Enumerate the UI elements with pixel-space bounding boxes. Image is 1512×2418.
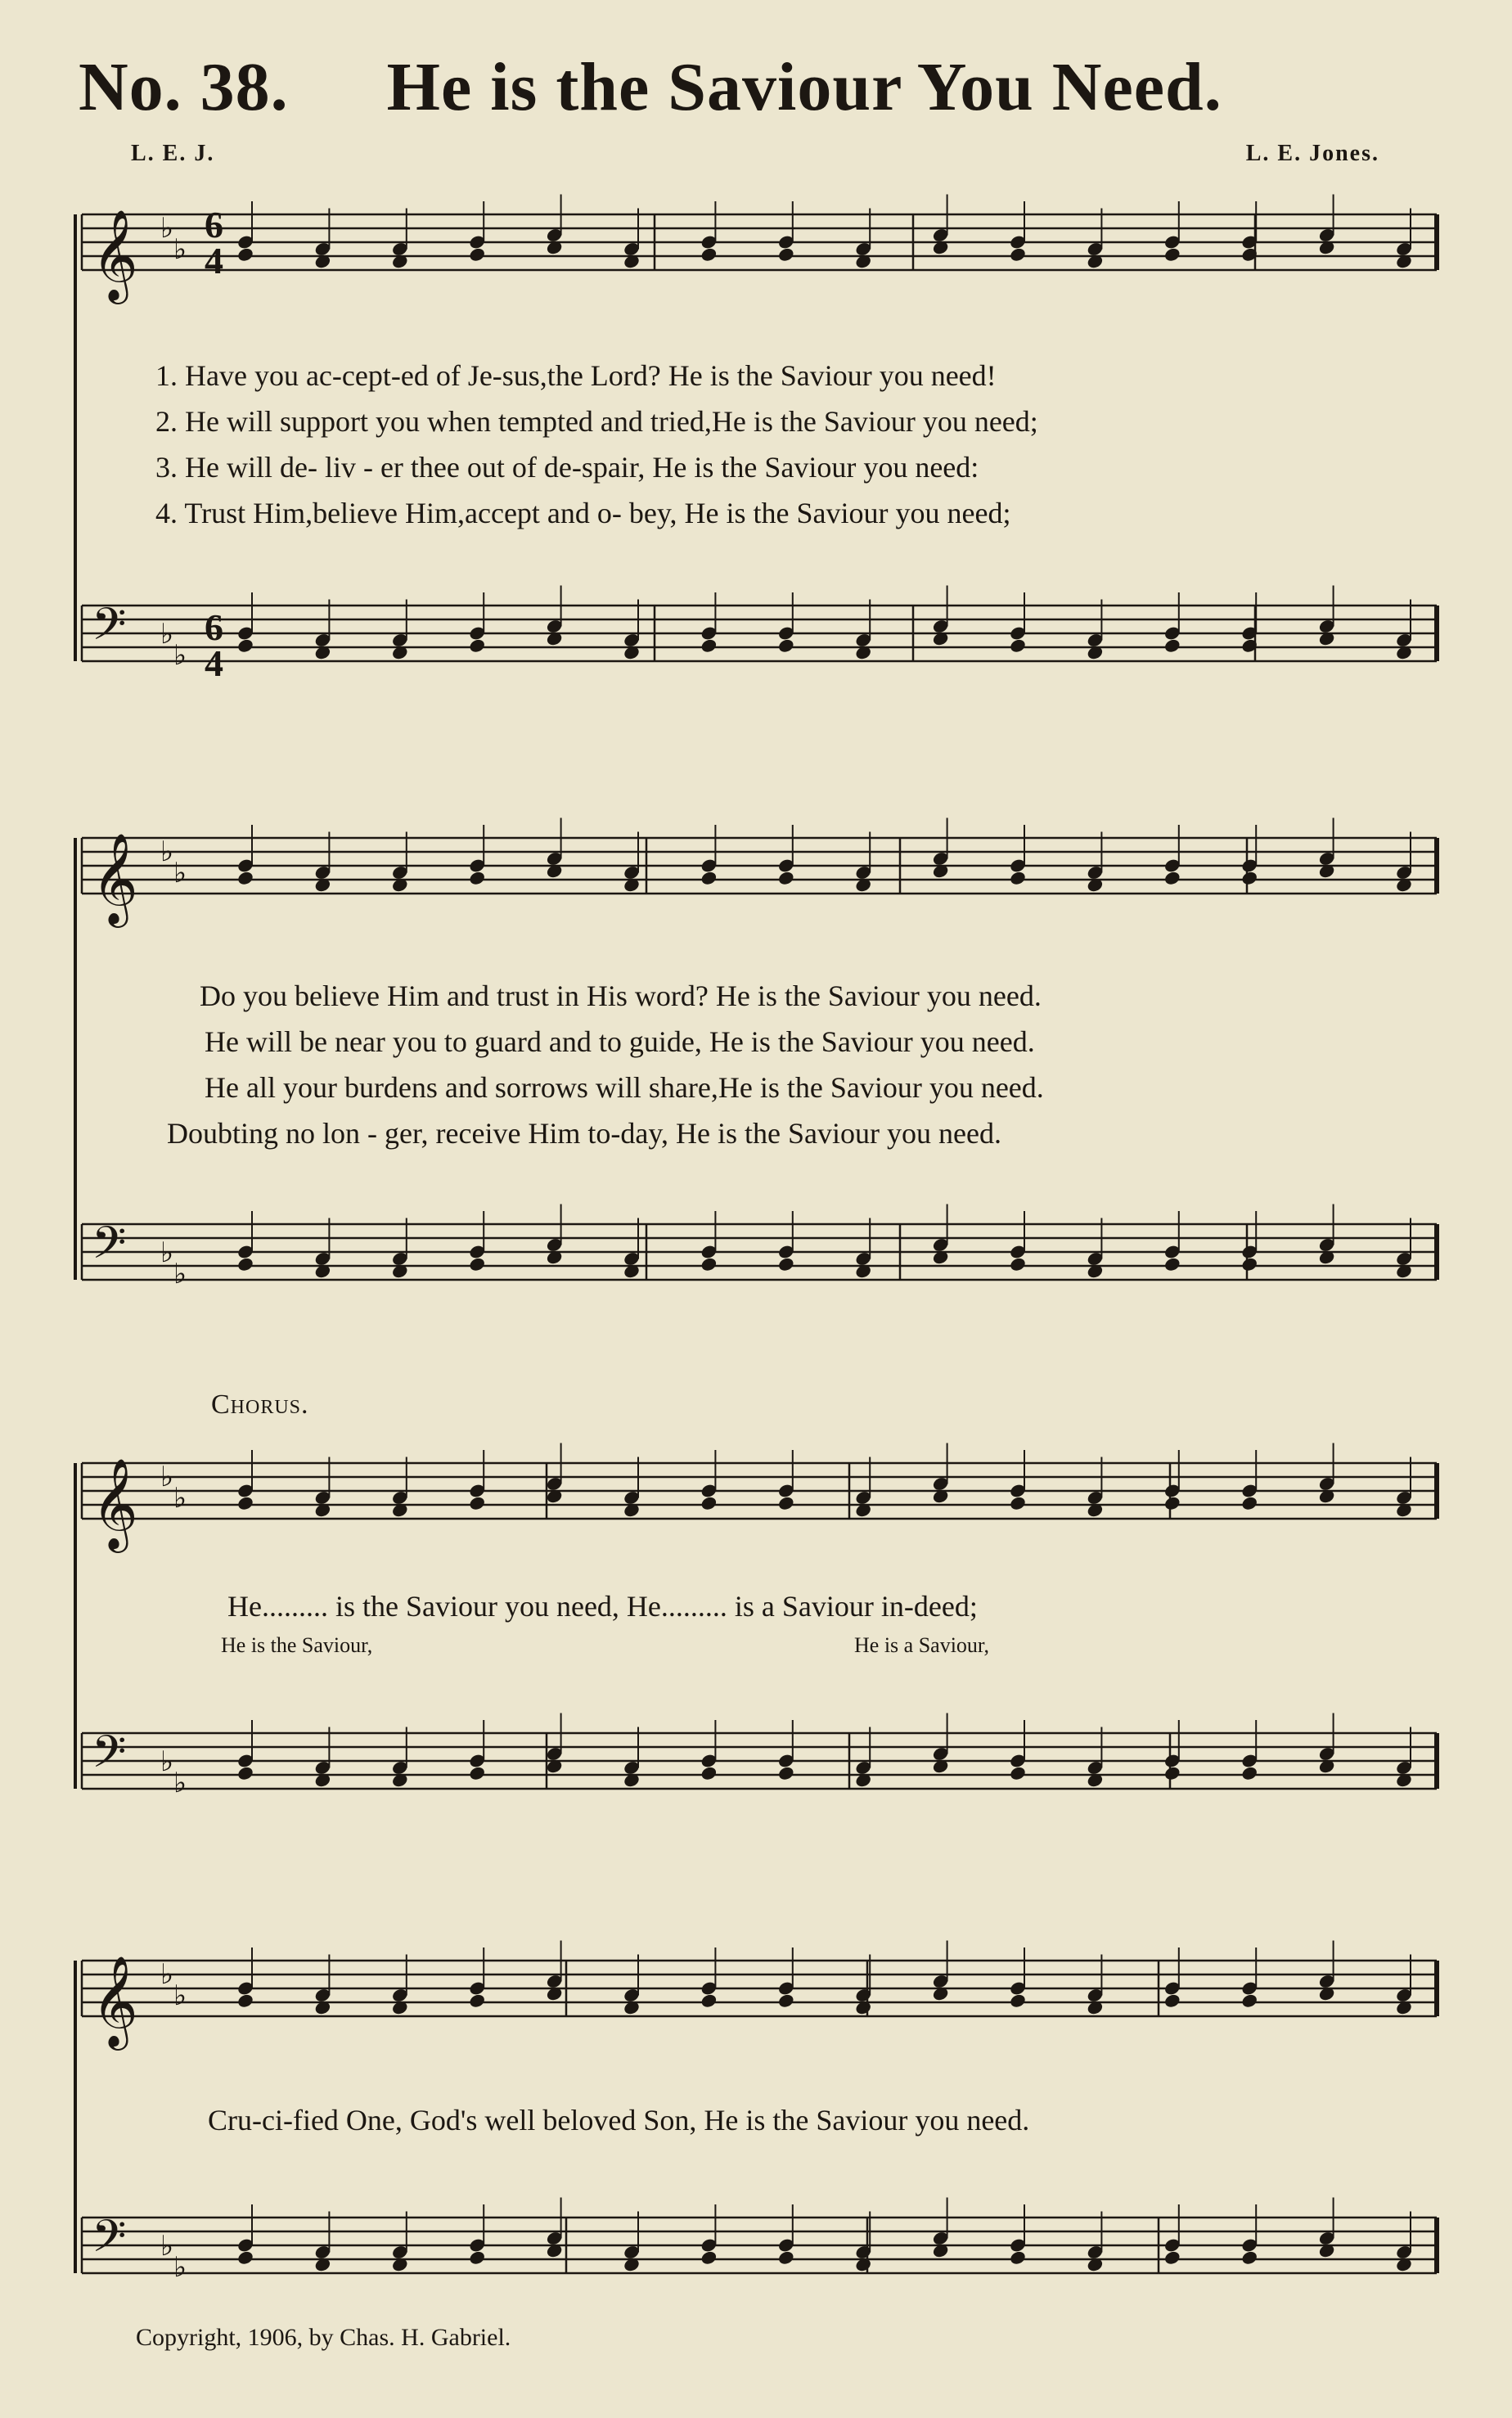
time-sig-top: 6 [205, 204, 223, 245]
note-head [468, 1992, 486, 2009]
treble-clef-icon: 𝄞 [92, 832, 138, 924]
note-head [700, 1992, 718, 2009]
note-head [1240, 1992, 1258, 2009]
note-head [1009, 637, 1027, 654]
note-head [1009, 1992, 1027, 2009]
time-sig-bottom: 4 [205, 240, 223, 281]
bass-staff [82, 606, 1437, 661]
chorus-line-1: He......... is the Saviour you need, He......... is a Saviour in-deed; [227, 1590, 978, 1623]
treble-clef-icon: 𝄞 [92, 209, 138, 300]
flat-icon: ♭ [173, 1258, 187, 1290]
note-head [236, 637, 254, 654]
note-head [1240, 1495, 1258, 1511]
flat-icon: ♭ [160, 1461, 174, 1493]
music-credit: L. E. Jones. [1245, 141, 1379, 166]
flat-icon: ♭ [160, 1236, 174, 1269]
flat-icon: ♭ [160, 1958, 174, 1991]
note-head [777, 2249, 795, 2266]
note-head [777, 1495, 795, 1511]
bass-staff [82, 1224, 1437, 1280]
treble-staff [82, 1463, 1437, 1519]
note-head [777, 870, 795, 886]
words-credit: L. E. J. [131, 141, 215, 166]
flat-icon: ♭ [173, 639, 187, 672]
hymn-number: No. 38. [79, 49, 289, 125]
note-head [1009, 870, 1027, 886]
flat-icon: ♭ [160, 835, 174, 868]
note-head [1163, 870, 1181, 886]
verse-4-line: 4. Trust Him,believe Him,accept and o- bey, He is the Saviour you need; [155, 497, 1011, 529]
note-head [777, 1992, 795, 2009]
note-head [1240, 1765, 1258, 1781]
note-head [1009, 246, 1027, 263]
note-head [468, 1495, 486, 1511]
note-head [700, 2249, 718, 2266]
note-head [468, 246, 486, 263]
note-head [777, 1256, 795, 1272]
chorus-label: Chorus. [211, 1389, 309, 1420]
flat-icon: ♭ [160, 212, 174, 245]
treble-staff [82, 214, 1437, 270]
chorus-line-2: Cru-ci-fied One, God's well beloved Son, He is the Saviour you need. [208, 2104, 1030, 2137]
note-head [236, 246, 254, 263]
flat-icon: ♭ [160, 618, 174, 651]
flat-icon: ♭ [173, 857, 187, 889]
chorus-echo-a: He is the Saviour, [221, 1633, 373, 1657]
note-head [1240, 1256, 1258, 1272]
note-head [236, 1495, 254, 1511]
note-head [468, 637, 486, 654]
note-head [1240, 870, 1258, 886]
note-head [1009, 1256, 1027, 1272]
verse-2-line-b: He will be near you to guard and to guide, He is the Saviour you need. [205, 1025, 1035, 1058]
bass-staff [82, 2218, 1437, 2273]
copyright-notice: Copyright, 1906, by Chas. H. Gabriel. [136, 2324, 511, 2351]
note-head [468, 1256, 486, 1272]
treble-clef-icon: 𝄞 [92, 1955, 138, 2047]
treble-staff [82, 1961, 1437, 2016]
flat-icon: ♭ [173, 1482, 187, 1515]
bass-clef-icon: 𝄢 [92, 2210, 127, 2273]
note-head [468, 870, 486, 886]
verse-1-line: 1. Have you ac-cept-ed of Je-sus,the Lord? He is the Saviour you need! [155, 359, 997, 392]
chorus-echo-b: He is a Saviour, [854, 1633, 990, 1657]
note-head [1163, 1495, 1181, 1511]
note-head [1163, 637, 1181, 654]
flat-icon: ♭ [173, 233, 187, 266]
note-head [1163, 1992, 1181, 2009]
bass-clef-icon: 𝄢 [92, 1726, 127, 1789]
bass-staff [82, 1733, 1437, 1789]
verse-1-line-b: Do you believe Him and trust in His word? He is the Saviour you need. [200, 979, 1042, 1012]
note-head [1240, 2249, 1258, 2266]
note-head [777, 637, 795, 654]
bass-clef-icon: 𝄢 [92, 598, 127, 661]
note-head [1009, 2249, 1027, 2266]
flat-icon: ♭ [160, 2230, 174, 2263]
note-head [1163, 246, 1181, 263]
note-head [468, 1765, 486, 1781]
note-head [700, 1765, 718, 1781]
time-sig-top-bass: 6 [205, 606, 223, 648]
note-head [700, 1256, 718, 1272]
note-head [1163, 2249, 1181, 2266]
verse-2-line: 2. He will support you when tempted and tried,He is the Saviour you need; [155, 405, 1038, 438]
time-sig-bottom-bass: 4 [205, 642, 223, 684]
verse-3-line: 3. He will de- liv - er thee out of de-spair, He is the Saviour you need: [155, 451, 979, 484]
verse-4-line-b: Doubting no lon - ger, receive Him to-day, He is the Saviour you need. [167, 1117, 1001, 1150]
note-head [1009, 1765, 1027, 1781]
note-head [468, 2249, 486, 2266]
note-head [700, 870, 718, 886]
flat-icon: ♭ [160, 1745, 174, 1778]
note-head [777, 246, 795, 263]
verse-3-line-b: He all your burdens and sorrows will share,He is the Saviour you need. [205, 1071, 1044, 1104]
treble-clef-icon: 𝄞 [92, 1457, 138, 1549]
flat-icon: ♭ [173, 1767, 187, 1799]
bass-clef-icon: 𝄢 [92, 1217, 127, 1280]
hymn-name: He is the Saviour You Need. [386, 49, 1222, 125]
note-head [1163, 1256, 1181, 1272]
flat-icon: ♭ [173, 2251, 187, 2284]
note-head [1163, 1765, 1181, 1781]
note-head [700, 246, 718, 263]
note-head [236, 1256, 254, 1272]
flat-icon: ♭ [173, 1979, 187, 2012]
note-head [777, 1765, 795, 1781]
note-head [236, 870, 254, 886]
note-head [236, 2249, 254, 2266]
note-head [236, 1765, 254, 1781]
treble-staff [82, 838, 1437, 894]
note-head [1009, 1495, 1027, 1511]
note-head [700, 637, 718, 654]
note-head [236, 1992, 254, 2009]
note-head [700, 1495, 718, 1511]
